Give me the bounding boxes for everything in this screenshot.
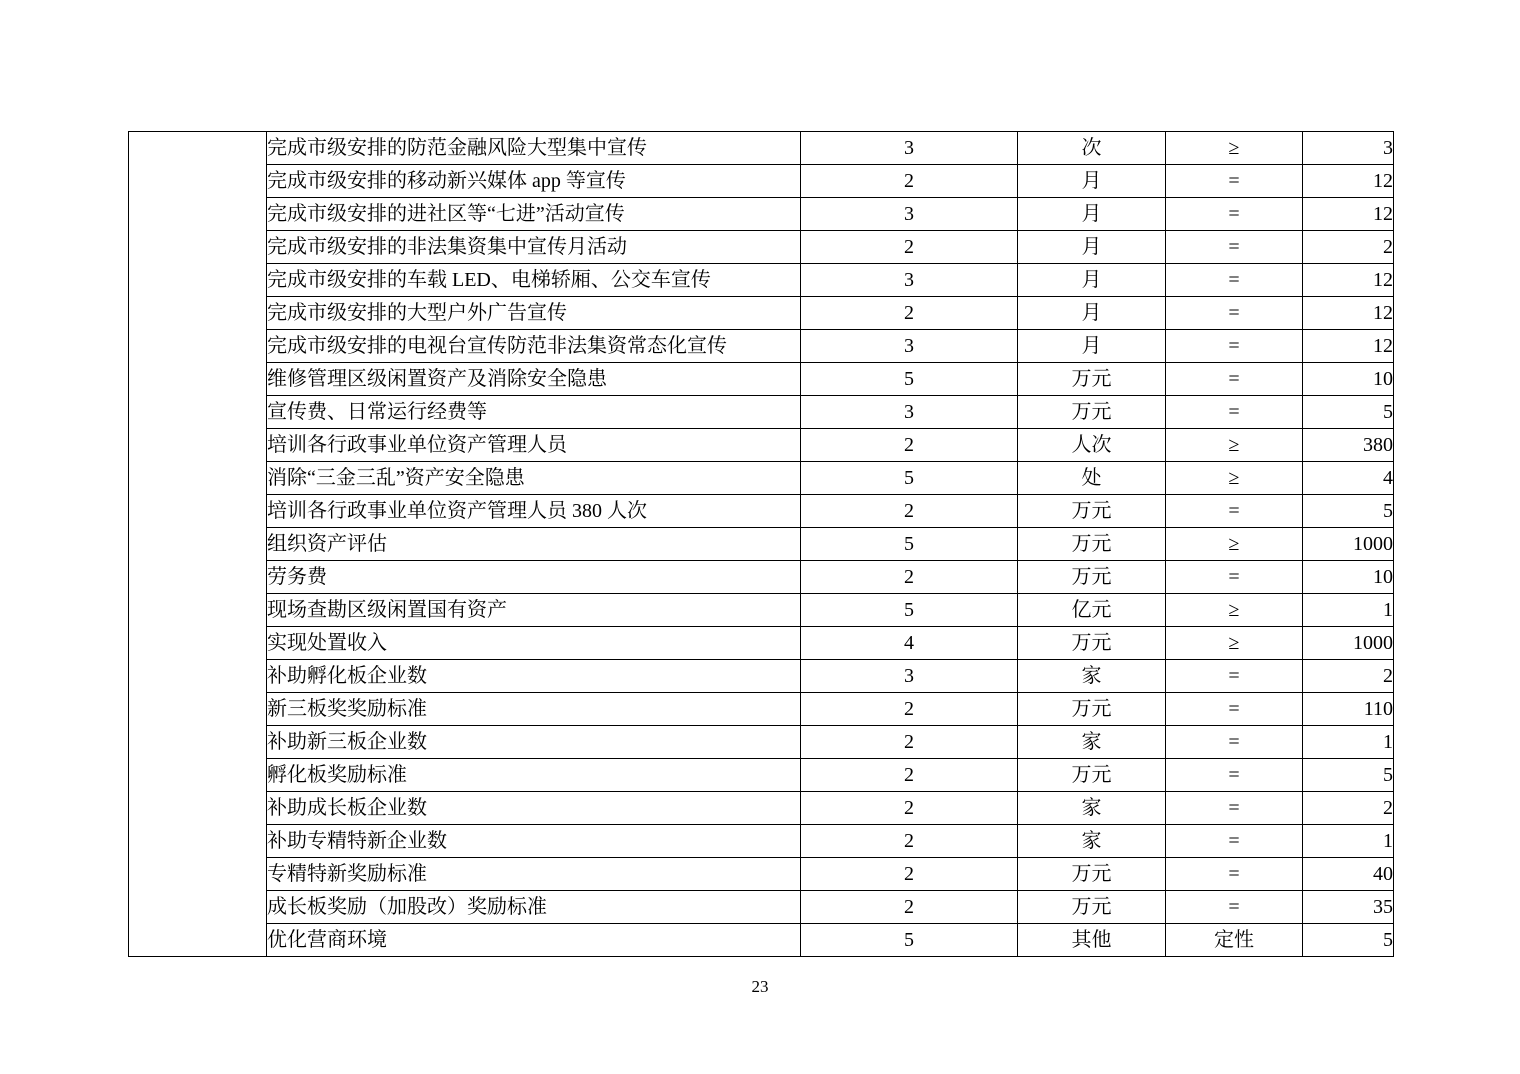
unit-cell: 家 bbox=[1018, 792, 1166, 825]
indicator-table-body bbox=[129, 132, 1394, 957]
indicator-cell: 完成市级安排的防范金融风险大型集中宣传 bbox=[267, 132, 801, 165]
table-row bbox=[129, 792, 1394, 825]
weight-cell: 2 bbox=[801, 561, 1018, 594]
weight-cell: 5 bbox=[801, 363, 1018, 396]
table-row bbox=[129, 198, 1394, 231]
unit-cell: 家 bbox=[1018, 825, 1166, 858]
table-row bbox=[129, 924, 1394, 957]
table-row bbox=[129, 429, 1394, 462]
target-cell: 35 bbox=[1303, 891, 1394, 924]
operator-cell: ≥ bbox=[1166, 594, 1303, 627]
weight-cell: 2 bbox=[801, 726, 1018, 759]
operator-cell: = bbox=[1166, 264, 1303, 297]
table-row bbox=[129, 858, 1394, 891]
weight-cell: 3 bbox=[801, 132, 1018, 165]
indicator-cell: 新三板奖奖励标准 bbox=[267, 693, 801, 726]
table-row bbox=[129, 693, 1394, 726]
weight-cell: 2 bbox=[801, 495, 1018, 528]
target-cell: 40 bbox=[1303, 858, 1394, 891]
operator-cell: = bbox=[1166, 396, 1303, 429]
table-row bbox=[129, 165, 1394, 198]
operator-cell: ≥ bbox=[1166, 462, 1303, 495]
indicator-cell: 补助成长板企业数 bbox=[267, 792, 801, 825]
unit-cell: 月 bbox=[1018, 198, 1166, 231]
table-row bbox=[129, 231, 1394, 264]
table-row bbox=[129, 759, 1394, 792]
weight-cell: 2 bbox=[801, 297, 1018, 330]
target-cell: 12 bbox=[1303, 198, 1394, 231]
unit-cell: 万元 bbox=[1018, 396, 1166, 429]
indicator-cell: 完成市级安排的移动新兴媒体 app 等宣传 bbox=[267, 165, 801, 198]
target-cell: 12 bbox=[1303, 297, 1394, 330]
target-cell: 12 bbox=[1303, 264, 1394, 297]
operator-cell: = bbox=[1166, 858, 1303, 891]
category-spacer-cell bbox=[129, 132, 267, 957]
target-cell: 12 bbox=[1303, 330, 1394, 363]
operator-cell: = bbox=[1166, 330, 1303, 363]
unit-cell: 月 bbox=[1018, 165, 1166, 198]
operator-cell: = bbox=[1166, 825, 1303, 858]
indicator-cell: 优化营商环境 bbox=[267, 924, 801, 957]
operator-cell: ≥ bbox=[1166, 132, 1303, 165]
unit-cell: 万元 bbox=[1018, 528, 1166, 561]
weight-cell: 2 bbox=[801, 858, 1018, 891]
unit-cell: 次 bbox=[1018, 132, 1166, 165]
indicator-cell: 完成市级安排的车载 LED、电梯轿厢、公交车宣传 bbox=[267, 264, 801, 297]
unit-cell: 万元 bbox=[1018, 693, 1166, 726]
table-row bbox=[129, 726, 1394, 759]
weight-cell: 2 bbox=[801, 891, 1018, 924]
weight-cell: 4 bbox=[801, 627, 1018, 660]
table-row bbox=[129, 363, 1394, 396]
target-cell: 1000 bbox=[1303, 627, 1394, 660]
unit-cell: 处 bbox=[1018, 462, 1166, 495]
unit-cell: 亿元 bbox=[1018, 594, 1166, 627]
indicator-cell: 劳务费 bbox=[267, 561, 801, 594]
table-row bbox=[129, 627, 1394, 660]
weight-cell: 2 bbox=[801, 231, 1018, 264]
target-cell: 4 bbox=[1303, 462, 1394, 495]
indicator-cell: 孵化板奖励标准 bbox=[267, 759, 801, 792]
indicator-cell: 完成市级安排的电视台宣传防范非法集资常态化宣传 bbox=[267, 330, 801, 363]
weight-cell: 3 bbox=[801, 330, 1018, 363]
target-cell: 5 bbox=[1303, 396, 1394, 429]
target-cell: 2 bbox=[1303, 231, 1394, 264]
target-cell: 12 bbox=[1303, 165, 1394, 198]
operator-cell: ≥ bbox=[1166, 429, 1303, 462]
target-cell: 10 bbox=[1303, 561, 1394, 594]
unit-cell: 月 bbox=[1018, 297, 1166, 330]
table-row bbox=[129, 528, 1394, 561]
table-row bbox=[129, 594, 1394, 627]
weight-cell: 5 bbox=[801, 462, 1018, 495]
indicator-cell: 组织资产评估 bbox=[267, 528, 801, 561]
table-row bbox=[129, 297, 1394, 330]
unit-cell: 万元 bbox=[1018, 627, 1166, 660]
table-row bbox=[129, 561, 1394, 594]
weight-cell: 2 bbox=[801, 792, 1018, 825]
target-cell: 2 bbox=[1303, 660, 1394, 693]
table-row bbox=[129, 264, 1394, 297]
operator-cell: = bbox=[1166, 165, 1303, 198]
target-cell: 1 bbox=[1303, 825, 1394, 858]
page-number: 23 bbox=[751, 977, 769, 996]
unit-cell: 家 bbox=[1018, 726, 1166, 759]
indicator-cell: 完成市级安排的大型户外广告宣传 bbox=[267, 297, 801, 330]
target-cell: 10 bbox=[1303, 363, 1394, 396]
target-cell: 1000 bbox=[1303, 528, 1394, 561]
table-row bbox=[129, 891, 1394, 924]
indicator-cell: 专精特新奖励标准 bbox=[267, 858, 801, 891]
indicator-cell: 维修管理区级闲置资产及消除安全隐患 bbox=[267, 363, 801, 396]
unit-cell: 万元 bbox=[1018, 759, 1166, 792]
weight-cell: 5 bbox=[801, 924, 1018, 957]
table-row bbox=[129, 660, 1394, 693]
weight-cell: 2 bbox=[801, 165, 1018, 198]
target-cell: 2 bbox=[1303, 792, 1394, 825]
operator-cell: = bbox=[1166, 792, 1303, 825]
indicator-table bbox=[128, 131, 1394, 957]
operator-cell: = bbox=[1166, 726, 1303, 759]
table-row bbox=[129, 330, 1394, 363]
unit-cell: 万元 bbox=[1018, 858, 1166, 891]
indicator-cell: 消除“三金三乱”资产安全隐患 bbox=[267, 462, 801, 495]
weight-cell: 5 bbox=[801, 594, 1018, 627]
operator-cell: = bbox=[1166, 660, 1303, 693]
table-row bbox=[129, 396, 1394, 429]
table-row bbox=[129, 825, 1394, 858]
target-cell: 5 bbox=[1303, 495, 1394, 528]
weight-cell: 3 bbox=[801, 660, 1018, 693]
operator-cell: 定性 bbox=[1166, 924, 1303, 957]
indicator-cell: 补助孵化板企业数 bbox=[267, 660, 801, 693]
weight-cell: 2 bbox=[801, 759, 1018, 792]
weight-cell: 5 bbox=[801, 528, 1018, 561]
weight-cell: 2 bbox=[801, 693, 1018, 726]
unit-cell: 月 bbox=[1018, 231, 1166, 264]
weight-cell: 2 bbox=[801, 429, 1018, 462]
indicator-cell: 培训各行政事业单位资产管理人员 bbox=[267, 429, 801, 462]
target-cell: 380 bbox=[1303, 429, 1394, 462]
unit-cell: 万元 bbox=[1018, 495, 1166, 528]
operator-cell: = bbox=[1166, 297, 1303, 330]
unit-cell: 其他 bbox=[1018, 924, 1166, 957]
table-row bbox=[129, 495, 1394, 528]
operator-cell: = bbox=[1166, 363, 1303, 396]
indicator-cell: 实现处置收入 bbox=[267, 627, 801, 660]
weight-cell: 3 bbox=[801, 198, 1018, 231]
operator-cell: = bbox=[1166, 891, 1303, 924]
weight-cell: 3 bbox=[801, 396, 1018, 429]
weight-cell: 2 bbox=[801, 825, 1018, 858]
target-cell: 1 bbox=[1303, 726, 1394, 759]
target-cell: 110 bbox=[1303, 693, 1394, 726]
operator-cell: = bbox=[1166, 231, 1303, 264]
unit-cell: 家 bbox=[1018, 660, 1166, 693]
unit-cell: 万元 bbox=[1018, 363, 1166, 396]
indicator-cell: 成长板奖励（加股改）奖励标准 bbox=[267, 891, 801, 924]
operator-cell: = bbox=[1166, 693, 1303, 726]
unit-cell: 人次 bbox=[1018, 429, 1166, 462]
unit-cell: 万元 bbox=[1018, 891, 1166, 924]
operator-cell: = bbox=[1166, 198, 1303, 231]
indicator-cell: 补助新三板企业数 bbox=[267, 726, 801, 759]
operator-cell: ≥ bbox=[1166, 627, 1303, 660]
indicator-cell: 现场查勘区级闲置国有资产 bbox=[267, 594, 801, 627]
indicator-cell: 培训各行政事业单位资产管理人员 380 人次 bbox=[267, 495, 801, 528]
indicator-cell: 完成市级安排的非法集资集中宣传月活动 bbox=[267, 231, 801, 264]
operator-cell: = bbox=[1166, 759, 1303, 792]
unit-cell: 月 bbox=[1018, 330, 1166, 363]
target-cell: 1 bbox=[1303, 594, 1394, 627]
table-row bbox=[129, 462, 1394, 495]
indicator-cell: 完成市级安排的进社区等“七进”活动宣传 bbox=[267, 198, 801, 231]
target-cell: 5 bbox=[1303, 924, 1394, 957]
target-cell: 5 bbox=[1303, 759, 1394, 792]
weight-cell: 3 bbox=[801, 264, 1018, 297]
unit-cell: 月 bbox=[1018, 264, 1166, 297]
unit-cell: 万元 bbox=[1018, 561, 1166, 594]
operator-cell: ≥ bbox=[1166, 528, 1303, 561]
indicator-cell: 补助专精特新企业数 bbox=[267, 825, 801, 858]
operator-cell: = bbox=[1166, 495, 1303, 528]
table-row bbox=[129, 132, 1394, 165]
target-cell: 3 bbox=[1303, 132, 1394, 165]
operator-cell: = bbox=[1166, 561, 1303, 594]
indicator-cell: 宣传费、日常运行经费等 bbox=[267, 396, 801, 429]
